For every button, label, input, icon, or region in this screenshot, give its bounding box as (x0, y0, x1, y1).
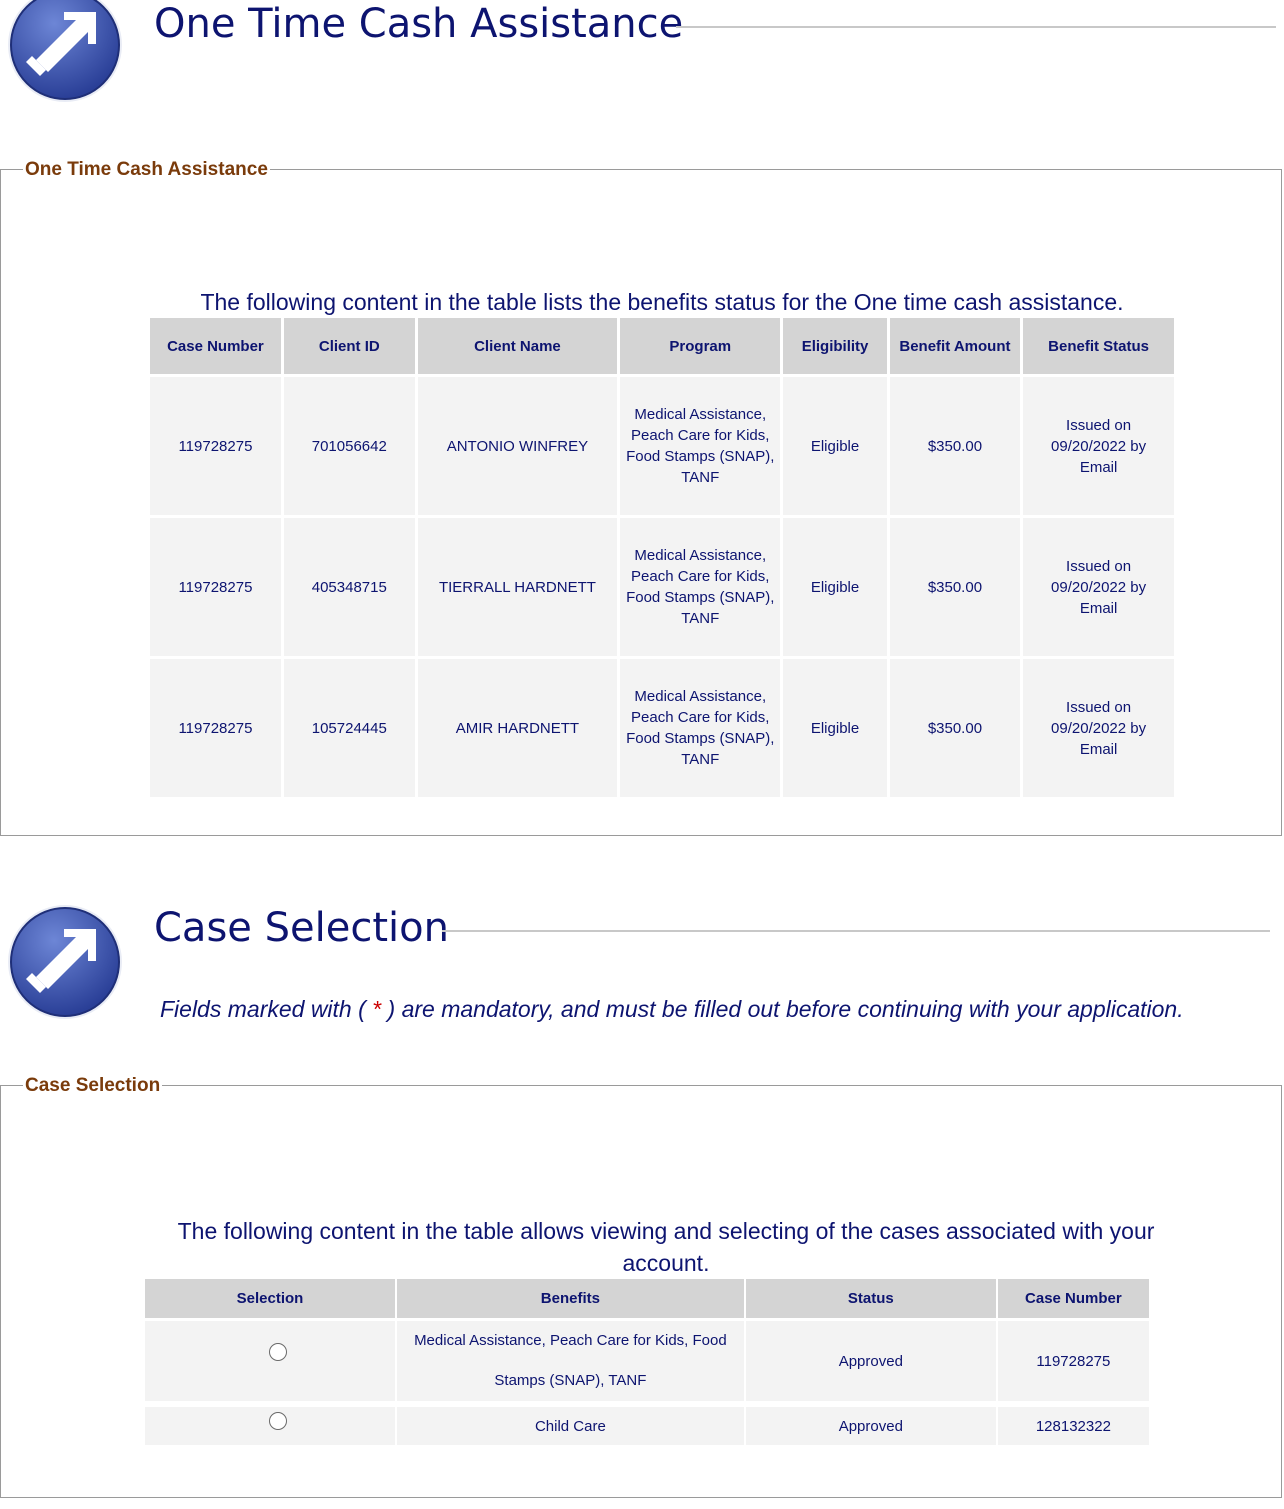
table-caption: The following content in the table allows viewing and selecting of the cases associated with your account. (177, 1218, 1155, 1276)
table-row (150, 656, 1174, 797)
benefit-status-cell: Issued on 09/20/2022 by Email (1023, 515, 1174, 656)
client-name-cell: ANTONIO WINFREY (418, 374, 617, 515)
benefit-amount-cell: $350.00 (890, 374, 1020, 515)
program-cell: Medical Assistance, Peach Care for Kids, Food Stamps (SNAP), TANF (620, 656, 780, 797)
page-title: One Time Cash Assistance (154, 1, 684, 47)
arrow-up-right-circle-icon (6, 0, 124, 104)
eligibility-cell: Eligible (783, 374, 886, 515)
case-number-cell: 119728275 (998, 1318, 1149, 1401)
fieldset-legend: One Time Cash Assistance (25, 159, 268, 180)
title-divider (442, 930, 1270, 932)
client-name-cell: AMIR HARDNETT (418, 656, 617, 797)
table-row[interactable] (145, 1318, 1149, 1401)
case-radio-button[interactable] (269, 1343, 287, 1361)
case-radio-button[interactable] (269, 1412, 287, 1430)
benefit-status-cell: Issued on 09/20/2022 by Email (1023, 374, 1174, 515)
column-header: Selection (145, 1279, 395, 1318)
case-number-cell: 119728275 (150, 515, 281, 656)
status-cell: Approved (746, 1318, 996, 1401)
benefit-status-cell: Issued on 09/20/2022 by Email (1023, 656, 1174, 797)
column-header: Benefit Amount (890, 318, 1020, 374)
section-title: Case Selection (154, 905, 449, 951)
benefit-amount-cell: $350.00 (890, 515, 1020, 656)
table-row (150, 515, 1174, 656)
table-row (150, 374, 1174, 515)
case-number-cell: 119728275 (150, 374, 281, 515)
column-header: Client Name (418, 318, 617, 374)
column-header: Benefit Status (1023, 318, 1174, 374)
selection-cell (145, 1407, 395, 1445)
case-selection-table (143, 1279, 1151, 1445)
column-header: Case Number (150, 318, 281, 374)
client-name-cell: TIERRALL HARDNETT (418, 515, 617, 656)
column-header: Benefits (397, 1279, 744, 1318)
status-cell: Approved (746, 1407, 996, 1445)
eligibility-cell: Eligible (783, 656, 886, 797)
benefits-cell: Child Care (397, 1407, 744, 1445)
required-asterisk: * (372, 996, 382, 1022)
table-caption: The following content in the table lists the benefits status for the One time cash assistance. (200, 289, 1124, 315)
case-number-cell: 119728275 (150, 656, 281, 797)
client-id-cell: 105724445 (284, 656, 415, 797)
selection-cell (145, 1318, 395, 1401)
program-cell: Medical Assistance, Peach Care for Kids, Food Stamps (SNAP), TANF (620, 374, 780, 515)
eligibility-cell: Eligible (783, 515, 886, 656)
column-header: Case Number (998, 1279, 1149, 1318)
fieldset-legend: Case Selection (25, 1075, 161, 1096)
benefits-status-table (147, 318, 1177, 797)
arrow-up-right-circle-icon (6, 903, 124, 1021)
column-header: Eligibility (783, 318, 886, 374)
column-header: Status (746, 1279, 996, 1318)
mandatory-fields-note: Fields marked with ( * ) are mandatory, and must be filled out before continuing with your application. (160, 996, 1184, 1022)
table-row[interactable] (145, 1407, 1149, 1445)
column-header: Client ID (284, 318, 415, 374)
benefits-cell: Medical Assistance, Peach Care for Kids, Food Stamps (SNAP), TANF (397, 1318, 744, 1401)
benefit-amount-cell: $350.00 (890, 656, 1020, 797)
client-id-cell: 701056642 (284, 374, 415, 515)
column-header: Program (620, 318, 780, 374)
title-divider (676, 26, 1276, 28)
client-id-cell: 405348715 (284, 515, 415, 656)
program-cell: Medical Assistance, Peach Care for Kids, Food Stamps (SNAP), TANF (620, 515, 780, 656)
case-number-cell: 128132322 (998, 1407, 1149, 1445)
